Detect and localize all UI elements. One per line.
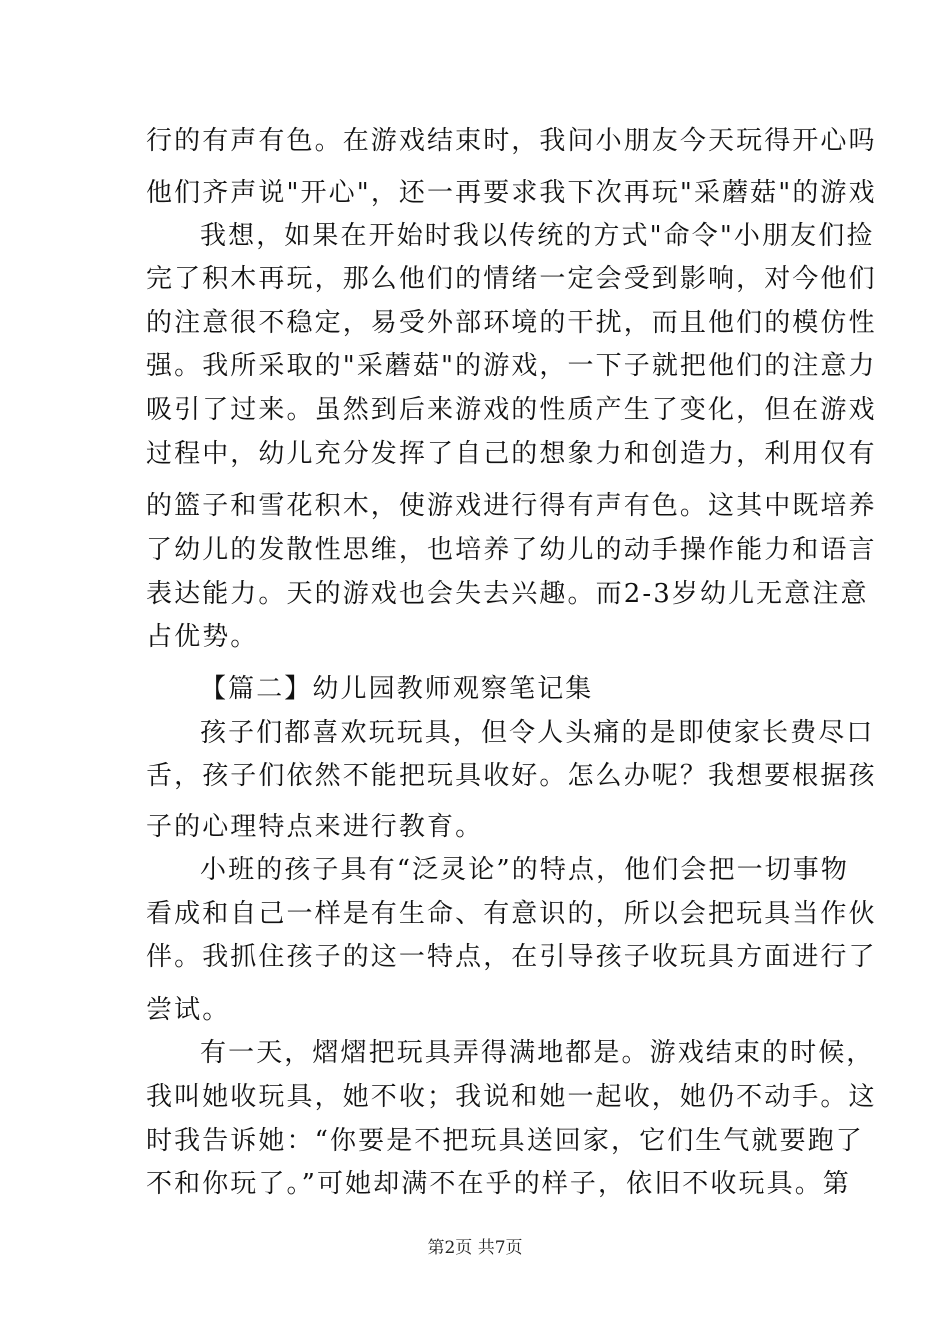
section-heading: 【篇二】幼儿园教师观察笔记集 [200, 674, 594, 704]
text-line: 我叫她收玩具，她不收；我说和她一起收，她仍不动手。这 [146, 1082, 877, 1112]
text-line: 孩子们都喜欢玩玩具，但令人头痛的是即使家长费尽口 [200, 718, 875, 748]
text-line: 不和你玩了。”可她却满不在乎的样子，依旧不收玩具。第 [146, 1169, 851, 1199]
text-line: 吸引了过来。虽然到后来游戏的性质产生了变化，但在游戏 [146, 395, 877, 425]
text-line: 强。我所采取的"采蘑菇"的游戏，一下子就把他们的注意力 [146, 351, 877, 381]
text-line: 尝试。 [146, 995, 231, 1025]
text-line: 过程中，幼儿充分发挥了自己的想象力和创造力，利用仅有 [146, 439, 877, 469]
text-line: 时我告诉她：“你要是不把玩具送回家，它们生气就要跑了 [146, 1126, 864, 1156]
text-line: 表达能力。天的游戏也会失去兴趣。而2-3岁幼儿无意注意 [146, 579, 869, 609]
text-line: 看成和自己一样是有生命、有意识的，所以会把玩具当作伙 [146, 899, 877, 929]
text-line: 的篮子和雪花积木，使游戏进行得有声有色。这其中既培养 [146, 491, 877, 521]
text-line: 完了积木再玩，那么他们的情绪一定会受到影响，对今他们 [146, 264, 877, 294]
page-footer: 第2页 共7页 [427, 1238, 523, 1258]
text-line: 了幼儿的发散性思维，也培养了幼儿的动手操作能力和语言 [146, 535, 877, 565]
text-line: 我想，如果在开始时我以传统的方式"命令"小朋友们捡 [200, 221, 875, 251]
text-line: 他们齐声说"开心"，还一再要求我下次再玩"采蘑菇"的游戏 [146, 178, 877, 208]
text-line: 行的有声有色。在游戏结束时，我问小朋友今天玩得开心吗 [146, 126, 877, 156]
text-line: 有一天，熠熠把玩具弄得满地都是。游戏结束的时候， [200, 1038, 875, 1068]
text-line: 小班的孩子具有“泛灵论”的特点，他们会把一切事物 [200, 855, 849, 885]
text-line: 的注意很不稳定，易受外部环境的干扰，而且他们的模仿性 [146, 308, 877, 338]
text-line: 舌，孩子们依然不能把玩具收好。怎么办呢？我想要根据孩 [146, 761, 877, 791]
text-line: 伴。我抓住孩子的这一特点，在引导孩子收玩具方面进行了 [146, 942, 877, 972]
text-line: 子的心理特点来进行教育。 [146, 812, 484, 842]
text-line: 占优势。 [146, 622, 259, 652]
